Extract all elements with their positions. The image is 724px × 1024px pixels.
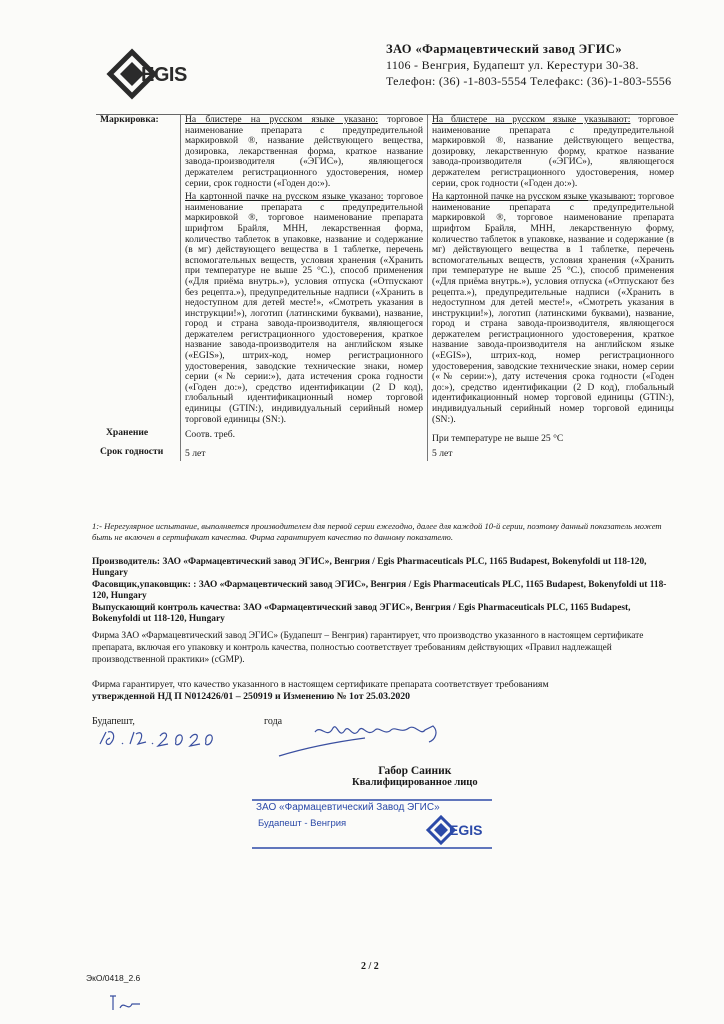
company-address: 1106 - Венгрия, Будапешт ул. Керестури 30-38. bbox=[386, 58, 639, 72]
marking-spec bbox=[180, 115, 428, 428]
stamp-line-1: ЗАО «Фармацевтический Завод ЭГИС» bbox=[256, 802, 440, 813]
packer-line: Фасовщик,упаковщик: : ЗАО «Фармацевтический завод ЭГИС», Венгрия / Egis Pharmaceuticals PLC, 1165 Budapest, Bokenyfoldi ut 118-120, Hungary bbox=[92, 580, 667, 601]
storage-result: При температуре не выше 25 °С bbox=[432, 433, 564, 445]
blister-heading: На блистере на русском языке указано: bbox=[185, 114, 379, 125]
handwritten-signature bbox=[275, 718, 455, 762]
storage-spec: Соотв. треб. bbox=[180, 428, 428, 447]
company-name: ЗАО «Фармацевтический завод ЭГИС» bbox=[386, 42, 622, 56]
storage-label: Хранение bbox=[106, 427, 149, 439]
marking-result bbox=[428, 115, 678, 428]
marking-label: Маркировка: bbox=[100, 114, 159, 125]
shelf-life-label: Срок годности bbox=[100, 445, 164, 457]
handwritten-date bbox=[96, 726, 226, 752]
year-label: года bbox=[264, 716, 283, 727]
footnote: 1:- Нерегулярное испытание, выполняется производителем для первой серии ежегодно, далее для каждой 10-й серии, поэтому данный показатель может быть не включен в сертификат качества. Фирма гарантирует качество по данному показателю. bbox=[92, 521, 662, 542]
blister-text: торговое наименование препарата с предупредительной маркировкой ®, название действующего вещества, дозировка, лекарственная форма, краткое название завода-производителя («ЭГИС»), являющегося держателем регистрационного удостоверения, номер серии, срок годности («Годен до:»). bbox=[185, 114, 423, 189]
document-code: ЭкО/0418_2.6 bbox=[86, 973, 141, 983]
stamp-logo-text: EGIS bbox=[449, 822, 483, 838]
stamp-line-2: Будапешт - Венгрия bbox=[258, 818, 347, 829]
city-label: Будапешт, bbox=[92, 716, 135, 727]
signer-block bbox=[352, 765, 478, 788]
table-row-marking bbox=[96, 115, 678, 428]
conclusion-text: Фирма гарантирует, что качество указанного в настоящем сертификате препарата соответствует требованиям bbox=[92, 679, 549, 690]
table-row-shelf-life bbox=[96, 447, 678, 462]
blister-heading-result: На блистере на русском языке указывают: bbox=[432, 114, 631, 125]
company-header bbox=[386, 41, 686, 89]
release-control-line: Выпускающий контроль качества: ЗАО «Фармацевтический завод ЭГИС», Венгрия / Egis Pharmaceuticals PLC, 1165 Budapest, Bokenyfoldi ut 118-120, Hungary bbox=[92, 603, 631, 624]
shelf-life-result: 5 лет bbox=[432, 447, 453, 459]
blister-text-result: торговое наименование препарата с предупредительной маркировкой ®, название действующего вещества, дозировку, лекарственную форму, краткое название завода-производителя («ЭГИС»), являющегося держателем регистрационного удостоверения, номер серии, срок годности («Годен до:»). bbox=[432, 114, 674, 189]
spec-table bbox=[96, 114, 678, 461]
carton-text: торговое наименование препарата с предупредительной маркировкой ®, торговое наименование препарата шрифтом Брайля, МНН, лекарственная форма, количество таблеток в упаковке, название и содержание (в мг) действующего вещества в 1 таблетке, перечень вспомогательных веществ, условия хранения («Хранить при температуре не выше 25 °С.), способ применения («Для приёма внутрь.»), условия отпуска («Отпускают без рецепта.»), предупредительные надписи («Хранить в недоступном для детей месте!», «Смотреть указания в инструкции!»), логотип (латинскими буквами), название, город и страна завода-производителя, являющегося держателем регистрационного удостоверения, краткое название завода-производителя на английском языке («EGIS»), штрих-код, номер регистрационного удостоверения, заводские технические знаки, номер серии («№ серии:»), дата истечения срока годности («Годен до:»), средство идентификации (2 D код), глобальный идентификационный номер торговой единицы (GTIN:), индивидуальный серийный номер торговой единицы (SN:). bbox=[185, 191, 423, 425]
gmp-statement: Фирма ЗАО «Фармацевтический завод ЭГИС» (Будапешт – Венгрия) гарантирует, что производство указанного в настоящем сертификате препарата, включая его упаковку и контроль качества, полностью соответствует требованиям действующих «Правил надлежащей производственной практики» (cGMP). bbox=[92, 631, 644, 665]
handwritten-initials bbox=[106, 992, 146, 1014]
conclusion bbox=[92, 679, 672, 703]
table-row-storage bbox=[96, 428, 678, 447]
egis-logo bbox=[106, 48, 216, 100]
producer-line: Производитель: ЗАО «Фармацевтический завод ЭГИС», Венгрия / Egis Pharmaceuticals PLC, 1165 Budapest, Bokenyfoldi ut 118-120, Hungary bbox=[92, 557, 647, 578]
signer-title: Квалифицированное лицо bbox=[352, 777, 478, 788]
carton-heading-result: На картонной пачке на русском языке указывают: bbox=[432, 191, 636, 203]
company-stamp bbox=[252, 798, 492, 850]
signer-name: Габор Саиник bbox=[378, 765, 452, 777]
manufacturer-block bbox=[92, 557, 672, 626]
conclusion-reference: утвержденной НД П N012426/01 – 250919 и Изменению № 1от 25.03.2020 bbox=[92, 691, 411, 702]
page-number: 2 / 2 bbox=[361, 961, 379, 972]
company-phones: Телефон: (36) -1-803-5554 Телефакс: (36)-1-803-5556 bbox=[386, 74, 672, 88]
carton-heading: На картонной пачке на русском языке указано: bbox=[185, 191, 384, 203]
shelf-life-spec: 5 лет bbox=[180, 447, 428, 462]
carton-text-result: торговое наименование препарата с предупредительной маркировкой ®, торговое наименование препарата шрифтом Брайля, МНН, лекарственную форму, количество таблеток в упаковке, название и содержание (в мг) действующего вещества в 1 таблетке, перечень вспомогательных веществ, условия хранения («Хранить при температуре не выше 25 °С.), способ применения («Для приёма внутрь.»), условия отпуска («Отпускают без рецепта.»), предупредительные надписи («Хранить в недоступном для детей месте!», «Смотреть указания в инструкции!»), логотип (латинскими буквами), название, город и страна завода-производителя, являющегося держателем регистрационного удостоверения, краткое название завода-производителя на английском языке («EGIS»), штрих-код, номер регистрационного удостоверения, заводские технические знаки, номер серии («№ серии:»), дату истечения срока годности («Годен до:»), средство идентификации (2 D код), глобальный идентификационный номер торговой единицы (GTIN:), индивидуальный серийный номер торговой единицы (SN:). bbox=[432, 191, 675, 425]
logo-text: EGIS bbox=[141, 64, 187, 86]
